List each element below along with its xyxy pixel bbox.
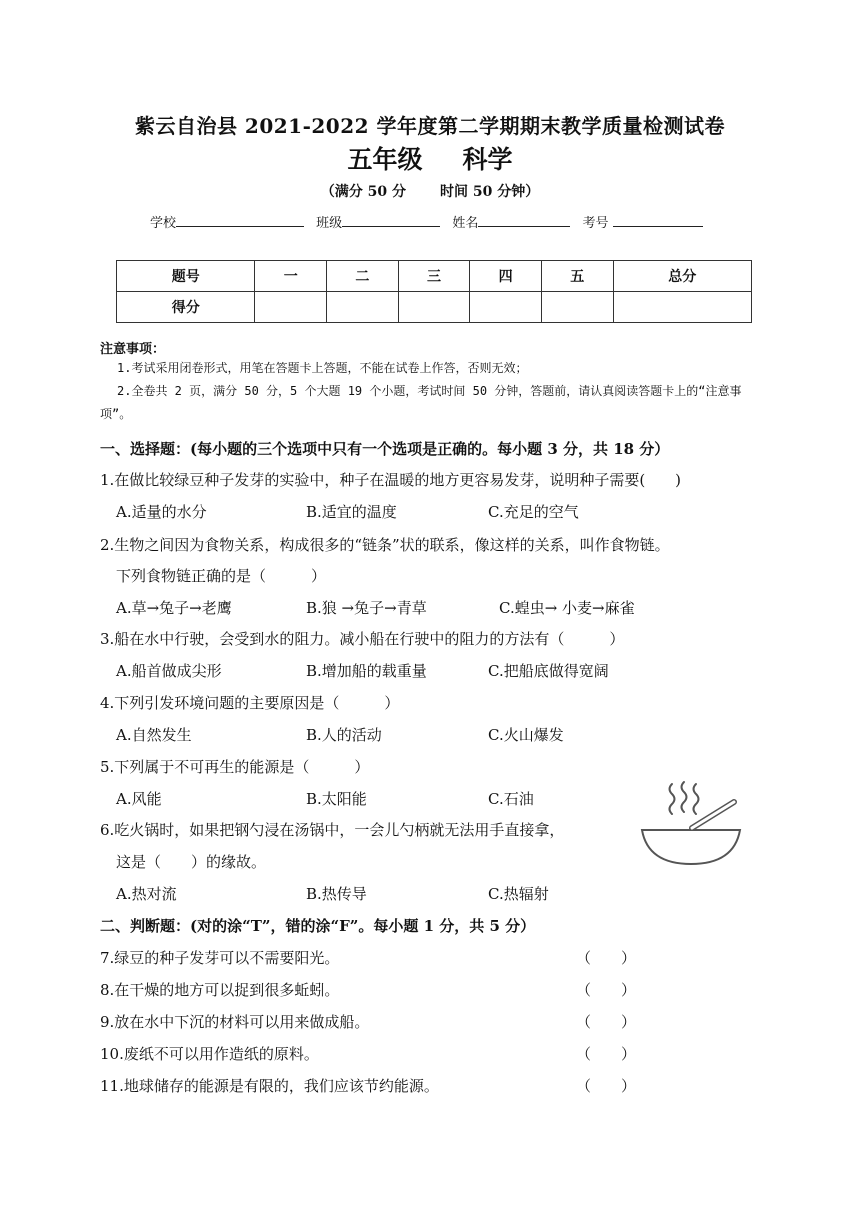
answer-paren[interactable]: （ ） [576, 1045, 637, 1063]
q2-option-a[interactable]: A.草→兔子→老鹰 [116, 599, 232, 617]
question-3: 3.船在水中行驶，会受到水的阻力。减小船在行驶中的阻力的方法有（ ） [100, 630, 625, 648]
q1-option-c[interactable]: C.充足的空气 [488, 503, 579, 521]
score-table-row [117, 292, 752, 323]
q1-option-a[interactable]: A.适量的水分 [116, 503, 207, 521]
note-item: 2.全卷共 2 页，满分 50 分，5 个大题 19 个小题，考试时间 50 分钟，答题前，请认真阅读答题卡上的“注意事项”。 [100, 384, 742, 421]
score-header-cell: 四 [470, 261, 542, 292]
q2-option-c[interactable]: C.蝗虫→ 小麦→麻雀 [499, 599, 635, 617]
score-table [116, 260, 752, 323]
score-header-cell: 题号 [117, 261, 255, 292]
q6-option-a[interactable]: A.热对流 [116, 885, 177, 903]
q3-option-c[interactable]: C.把船底做得宽阔 [488, 662, 609, 680]
q2-option-b[interactable]: B.狼 →兔子→青草 [306, 599, 427, 617]
judge-question-9: 9.放在水中下沉的材料可以用来做成船。 [100, 1013, 370, 1031]
grade-subject [0, 140, 860, 176]
subject-label: 科学 [462, 145, 513, 174]
q6-option-c[interactable]: C.热辐射 [488, 885, 549, 903]
score-header-cell: 三 [398, 261, 470, 292]
score-header-cell: 一 [255, 261, 327, 292]
hot-soup-bowl-icon [636, 780, 746, 875]
q4-option-c[interactable]: C.火山爆发 [488, 726, 564, 744]
q5-option-c[interactable]: C.石油 [488, 790, 534, 808]
score-time-line [0, 181, 860, 201]
name-label: 姓名 [452, 216, 479, 231]
judge-question-8: 8.在干燥的地方可以捉到很多蚯蚓。 [100, 981, 340, 999]
student-info-line [150, 212, 711, 231]
question-1: 1.在做比较绿豆种子发芽的实验中，种子在温暖的地方更容易发芽，说明种子需要( ) [100, 471, 682, 489]
q3-option-a[interactable]: A.船首做成尖形 [116, 662, 222, 680]
exam-no-blank[interactable] [613, 214, 703, 227]
score-row-label: 得分 [117, 292, 255, 323]
note-item: 1.考试采用闭卷形式，用笔在答题卡上答题，不能在试卷上作答，否则无效； [117, 361, 528, 375]
score-table-header-row [117, 261, 752, 292]
school-label: 学校 [150, 216, 177, 231]
q4-option-b[interactable]: B.人的活动 [306, 726, 382, 744]
notes-title: 注意事项： [100, 342, 166, 357]
score-cell[interactable] [327, 292, 399, 323]
score-cell[interactable] [398, 292, 470, 323]
judge-question-10: 10.废纸不可以用作造纸的原料。 [100, 1045, 319, 1063]
score-cell[interactable] [470, 292, 542, 323]
q5-option-a[interactable]: A.风能 [116, 790, 162, 808]
q4-option-a[interactable]: A.自然发生 [116, 726, 192, 744]
exam-title: 紫云自治县 2021-2022 学年度第二学期期末教学质量检测试卷 [134, 114, 726, 138]
section1-title: 一、选择题：(每小题的三个选项中只有一个选项是正确的。每小题 3 分，共 18 分） [100, 440, 670, 458]
answer-paren[interactable]: （ ） [576, 981, 637, 999]
school-blank[interactable] [176, 214, 304, 227]
judge-question-7: 7.绿豆的种子发芽可以不需要阳光。 [100, 949, 340, 967]
score-cell[interactable] [613, 292, 752, 323]
grade-label: 五年级 [347, 145, 423, 174]
score-cell[interactable] [255, 292, 327, 323]
question-2-line2: 下列食物链正确的是（ ） [116, 567, 327, 585]
question-6: 6.吃火锅时，如果把钢勺浸在汤锅中，一会儿勺柄就无法用手直接拿， [100, 821, 565, 839]
score-header-cell: 五 [541, 261, 613, 292]
answer-paren[interactable]: （ ） [576, 1077, 637, 1095]
question-2: 2.生物之间因为食物关系，构成很多的“链条”状的联系，像这样的关系，叫作食物链。 [100, 536, 670, 554]
class-label: 班级 [316, 216, 343, 231]
exam-no-label: 考号 [582, 216, 609, 231]
section2-title: 二、判断题：(对的涂“T”，错的涂“F”。每小题 1 分，共 5 分） [100, 917, 536, 935]
q1-option-b[interactable]: B.适宜的温度 [306, 503, 397, 521]
q5-option-b[interactable]: B.太阳能 [306, 790, 367, 808]
question-5: 5.下列属于不可再生的能源是（ ） [100, 758, 370, 776]
question-6-line2: 这是（ ）的缘故。 [116, 853, 267, 871]
score-header-cell: 二 [327, 261, 399, 292]
q3-option-b[interactable]: B.增加船的载重量 [306, 662, 427, 680]
name-blank[interactable] [478, 214, 570, 227]
q6-option-b[interactable]: B.热传导 [306, 885, 367, 903]
answer-paren[interactable]: （ ） [576, 949, 637, 967]
score-cell[interactable] [541, 292, 613, 323]
judge-question-11: 11.地球储存的能源是有限的，我们应该节约能源。 [100, 1077, 439, 1095]
question-4: 4.下列引发环境问题的主要原因是（ ） [100, 694, 400, 712]
class-blank[interactable] [342, 214, 440, 227]
score-header-cell: 总分 [613, 261, 752, 292]
answer-paren[interactable]: （ ） [576, 1013, 637, 1031]
exam-time: 时间 50 分钟） [440, 184, 540, 200]
full-score: （满分 50 分 [320, 184, 406, 200]
